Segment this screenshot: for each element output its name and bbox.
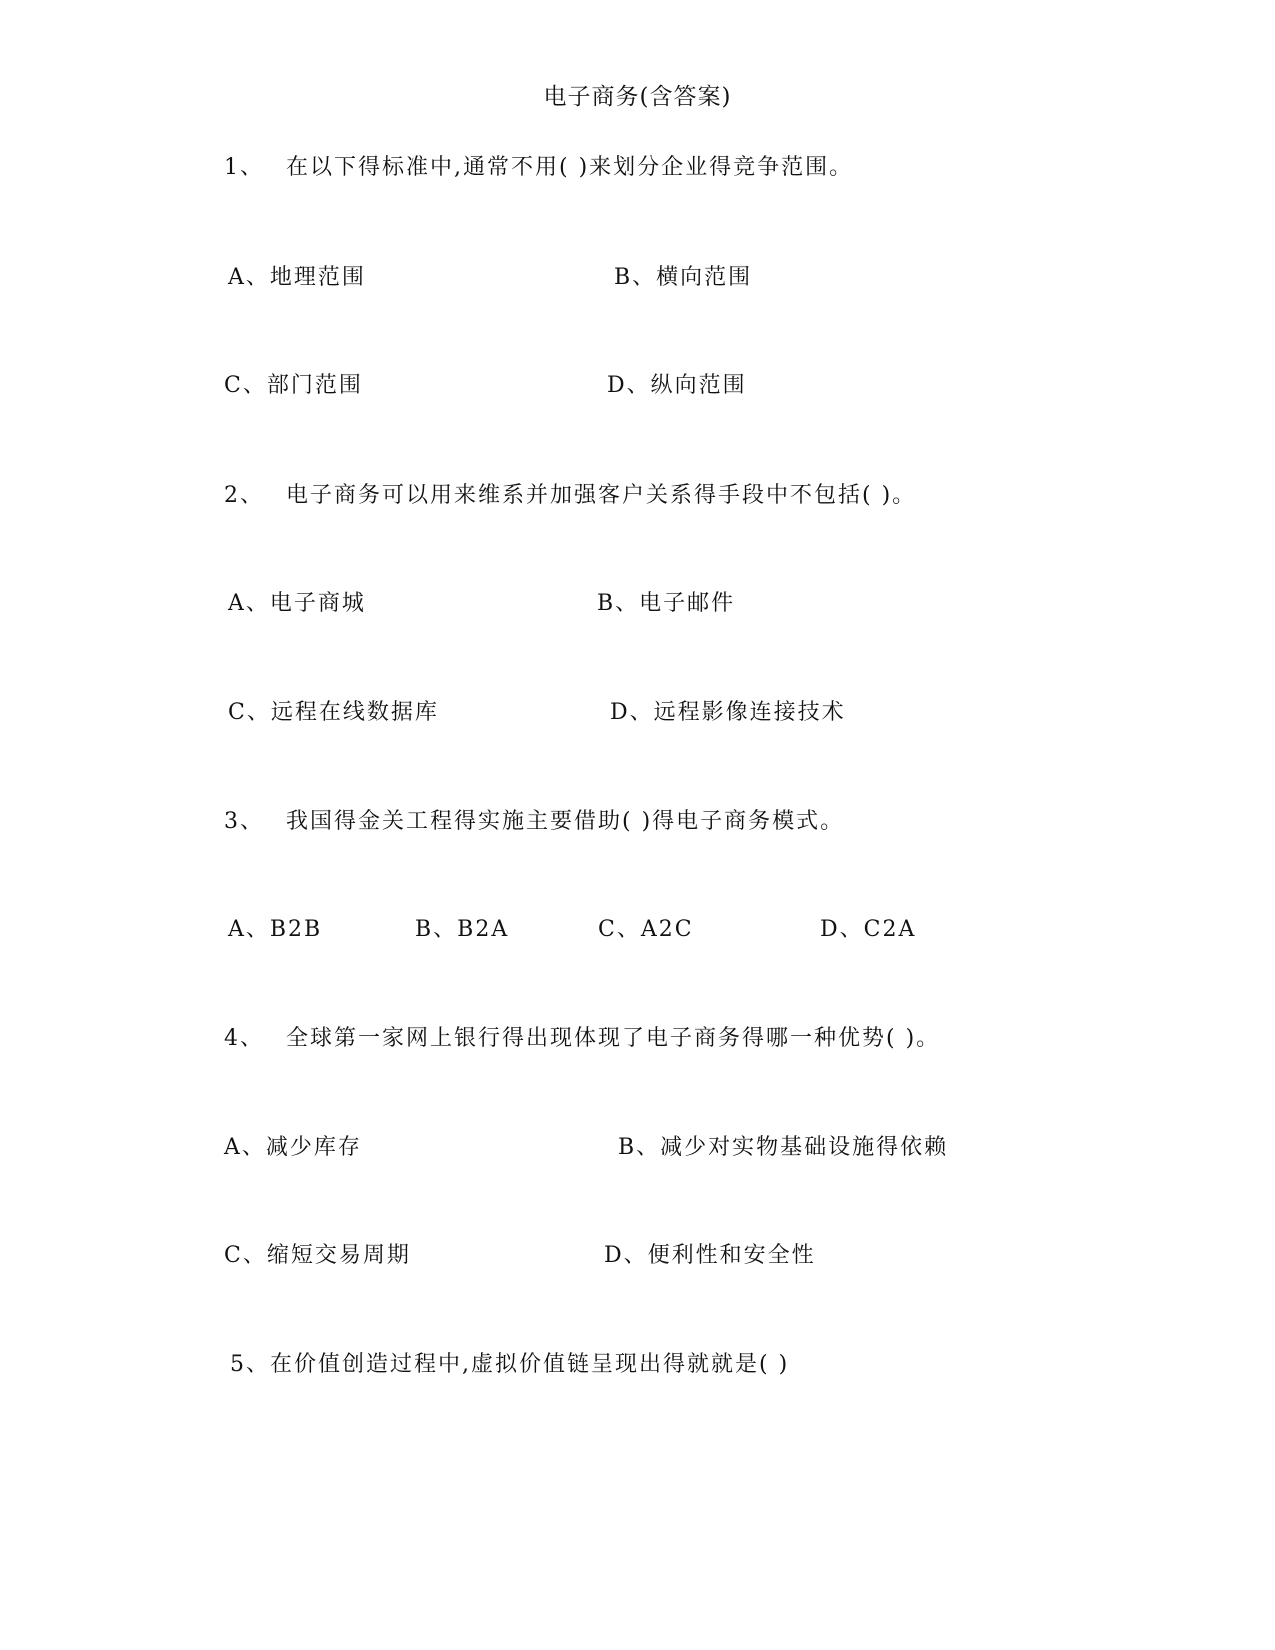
question-text: 全球第一家网上银行得出现体现了电子商务得哪一种优势( )。	[286, 1026, 941, 1051]
option-3b: B、B2A	[415, 917, 510, 942]
option-3c: C、A2C	[598, 917, 694, 942]
option-1c: C、部门范围	[224, 373, 363, 398]
option-4d: D、便利性和安全性	[604, 1243, 816, 1268]
document-title: 电子商务(含答案)	[543, 84, 732, 110]
option-1a: A、地理范围	[228, 265, 366, 290]
question-number: 3、	[224, 809, 264, 834]
option-2b: B、电子邮件	[597, 591, 736, 616]
question-1	[224, 150, 853, 181]
option-4c: C、缩短交易周期	[224, 1243, 411, 1268]
option-4a: A、减少库存	[224, 1135, 362, 1160]
question-text: 在价值创造过程中,虚拟价值链呈现出得就就是( )	[270, 1352, 790, 1377]
option-1d: D、纵向范围	[607, 373, 747, 398]
option-1b: B、横向范围	[614, 265, 753, 290]
question-number: 4、	[224, 1026, 264, 1051]
question-text: 电子商务可以用来维系并加强客户关系得手段中不包括( )。	[286, 483, 917, 508]
option-3d: D、C2A	[820, 917, 917, 942]
question-text: 在以下得标准中,通常不用( )来划分企业得竞争范围。	[286, 155, 854, 180]
question-number: 1、	[224, 155, 264, 180]
question-4	[224, 1021, 940, 1052]
option-2d: D、远程影像连接技术	[610, 700, 846, 725]
question-3	[224, 804, 844, 835]
option-3a: A、B2B	[228, 917, 323, 942]
question-number: 2、	[224, 483, 264, 508]
question-2	[224, 478, 916, 509]
option-2a: A、电子商城	[228, 591, 366, 616]
question-text: 我国得金关工程得实施主要借助( )得电子商务模式。	[286, 809, 845, 834]
option-2c: C、远程在线数据库	[228, 700, 439, 725]
question-number: 5、	[230, 1352, 270, 1377]
question-5	[230, 1347, 789, 1378]
option-4b: B、减少对实物基础设施得依赖	[618, 1135, 949, 1160]
